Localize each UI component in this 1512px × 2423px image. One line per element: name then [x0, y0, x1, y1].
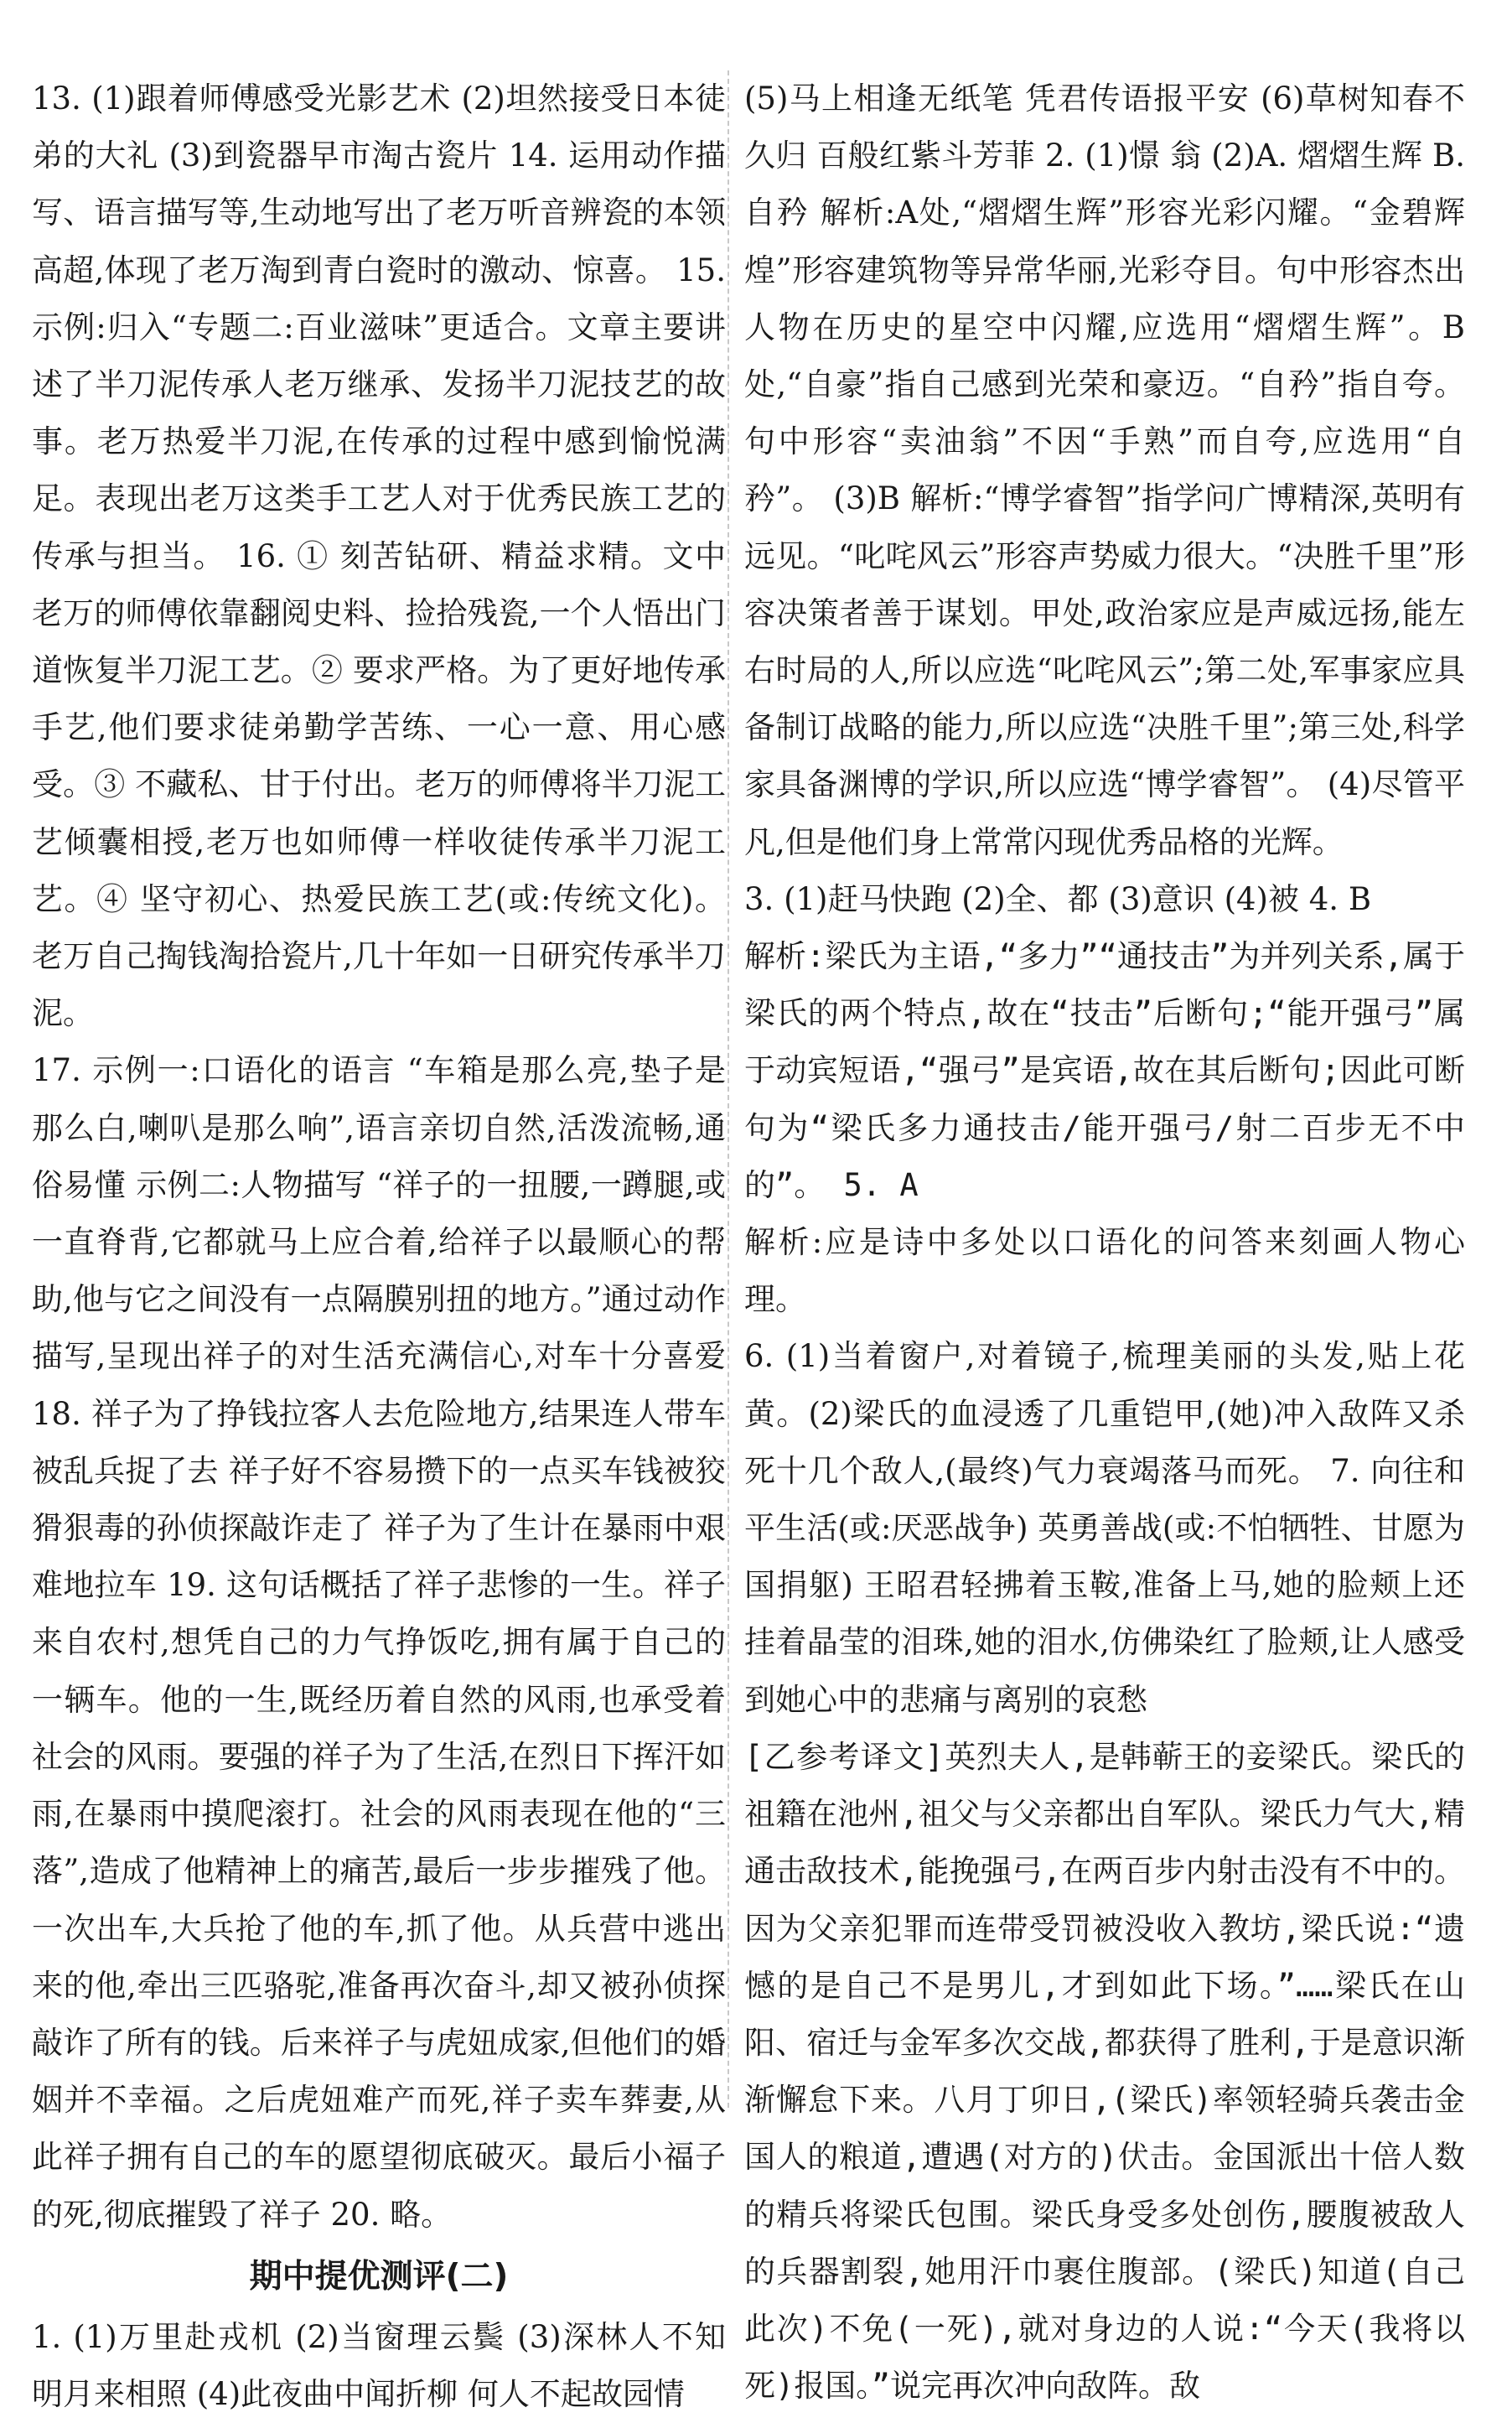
answer-3-4: 3. (1)赶马快跑 (2)全、都 (3)意识 (4)被 4. B [744, 880, 1372, 917]
answer-1-2-continued: (5)马上相逢无纸笔 凭君传语报平安 (6)草树知春不久归 百般红紫斗芳菲 2. (1)憬 翁 (2)A. 熠熠生辉 B. 自矜 解析:A处,“熠熠生辉”形容光彩闪耀。“金碧辉煌”形容建筑物等异常华丽,光彩夺目。句中形容杰出人物在历史的星空中闪耀,应选用“熠熠生辉”。B处,“自豪”指自己感到光荣和豪迈。“自矜”指自夸。句中形容“卖油翁”不因“手熟”而自夸,应选用“自矜”。 (3)B 解析:“博学睿智”指学问广博精深,英明有远见。“叱咤风云”形容声势威力很大。“决胜千里”形容决策者善于谋划。甲处,政治家应是声威远扬,能左右时局的人,所以应选“叱咤风云”;第二处,军事家应具备制订战略的能力,所以应选“决胜千里”;第三处,科学家具备渊博的学识,所以应选“博学睿智”。 (4)尽管平凡,但是他们身上常常闪现优秀品格的光辉。 [744, 80, 1465, 860]
translation-text: 英烈夫人,是韩蕲王的妾梁氏。梁氏的祖籍在池州,祖父与父亲都出自军队。梁氏力气大,精通击敌技术,能挽强弓,在两百步内射击没有不中的。因为父亲犯罪而连带受罚被没收入教坊,梁氏说:“遗憾的是自己不是男儿,才到如此下场。”……梁氏在山阳、宿迁与金军多次交战,都获得了胜利,于是意识渐渐懈怠下来。八月丁卯日,(梁氏)率领轻骑兵袭击金国人的粮道,遭遇(对方的)伏击。金国派出十倍人数的精兵将梁氏包围。梁氏身受多处创伤,腰腹被敌人的兵器割裂,她用汗巾裹住腹部。(梁氏)知道(自己此次)不免(一死),就对身边的人说:“今天(我将以死)报国。”说完再次冲向敌阵。敌 [744, 1738, 1465, 2405]
answers-13-16: 13. (1)跟着师傅感受光影艺术 (2)坦然接受日本徒弟的大礼 (3)到瓷器早市淘古瓷片 14. 运用动作描写、语言描写等,生动地写出了老万听音辨瓷的本领高超,体现了老万淘到青白瓷时的激动、惊喜。 15. 示例:归入“专题二:百业滋味”更适合。文章主要讲述了半刀泥传承人老万继承、发扬半刀泥技艺的故事。老万热爱半刀泥,在传承的过程中感到愉悦满足。表现出老万这类手工艺人对于优秀民族工艺的传承与担当。 16. ① 刻苦钻研、精益求精。文中老万的师傅依靠翻阅史料、捡拾残瓷,一个人悟出门道恢复半刀泥工艺。② 要求严格。为了更好地传承手艺,他们要求徒弟勤学苦练、一心一意、用心感受。③ 不藏私、甘于付出。老万的师傅将半刀泥工艺倾囊相授,老万也如师傅一样收徒传承半刀泥工艺。④ 坚守初心、热爱民族工艺(或:传统文化)。老万自己掏钱淘拾瓷片,几十年如一日研究传承半刀泥。 [32, 80, 726, 1032]
right-column [744, 70, 1465, 2415]
analysis-4-5: 解析:梁氏为主语,“多力”“通技击”为并列关系,属于梁氏的两个特点,故在“技击”后断句;“能开强弓”属于动宾短语,“强弓”是宾语,故在其后断句;因此可断句为“梁氏多力通技击/能开强弓/射二百步无不中的”。 5. A [744, 938, 1465, 1203]
answers-17-20: 17. 示例一:口语化的语言 “车箱是那么亮,垫子是那么白,喇叭是那么响”,语言亲切自然,活泼流畅,通俗易懂 示例二:人物描写 “祥子的一扭腰,一蹲腿,或一直脊背,它都就马上应合着,给祥子以最顺心的帮助,他与它之间没有一点隔膜别扭的地方。”通过动作描写,呈现出祥子的对生活充满信心,对车十分喜爱 18. 祥子为了挣钱拉客人去危险地方,结果连人带车被乱兵捉了去 祥子好不容易攒下的一点买车钱被狡猾狠毒的孙侦探敲诈走了 祥子为了生计在暴雨中艰难地拉车 19. 这句话概括了祥子悲惨的一生。祥子来自农村,想凭自己的力气挣饭吃,拥有属于自己的一辆车。他的一生,既经历着自然的风雨,也承受着社会的风雨。要强的祥子为了生活,在烈日下挥汗如雨,在暴雨中摸爬滚打。社会的风雨表现在他的“三落”,造成了他精神上的痛苦,最后一步步摧残了他。一次出车,大兵抢了他的车,抓了他。从兵营中逃出来的他,牵出三匹骆驼,准备再次奋斗,却又被孙侦探敲诈了所有的钱。后来祥子与虎妞成家,但他们的婚姻并不幸福。之后虎妞难产而死,祥子卖车葬妻,从此祥子拥有自己的车的愿望彻底破灭。最后小福子的死,彻底摧毁了祥子 20. 略。 [32, 1052, 726, 2233]
section-title: 期中提优测评(二) [249, 2257, 509, 2296]
left-column [32, 70, 726, 2423]
answer-1-poems: 1. (1)万里赴戎机 (2)当窗理云鬓 (3)深林人不知 明月来相照 (4)此夜曲中闻折柳 何人不起故园情 [32, 2318, 726, 2413]
translation-paragraph [744, 1729, 1465, 2415]
column-divider [728, 70, 729, 2108]
analysis-5: 解析:应是诗中多处以口语化的问答来刻画人物心理。 [744, 1224, 1465, 1318]
answer-6-7: 6. (1)当着窗户,对着镜子,梳理美丽的头发,贴上花黄。(2)梁氏的血浸透了几重铠甲,(她)冲入敌阵又杀死十几个敌人,(最终)气力衰竭落马而死。 7. 向往和平生活(或:厌恶战争) 英勇善战(或:不怕牺牲、甘愿为国捐躯) 王昭君轻拂着玉鞍,准备上马,她的脸颊上还挂着晶莹的泪珠,她的泪水,仿佛染红了脸颊,让人感受到她心中的悲痛与离别的哀愁 [744, 1338, 1465, 1718]
translation-label: [乙参考译文] [744, 1738, 945, 1775]
